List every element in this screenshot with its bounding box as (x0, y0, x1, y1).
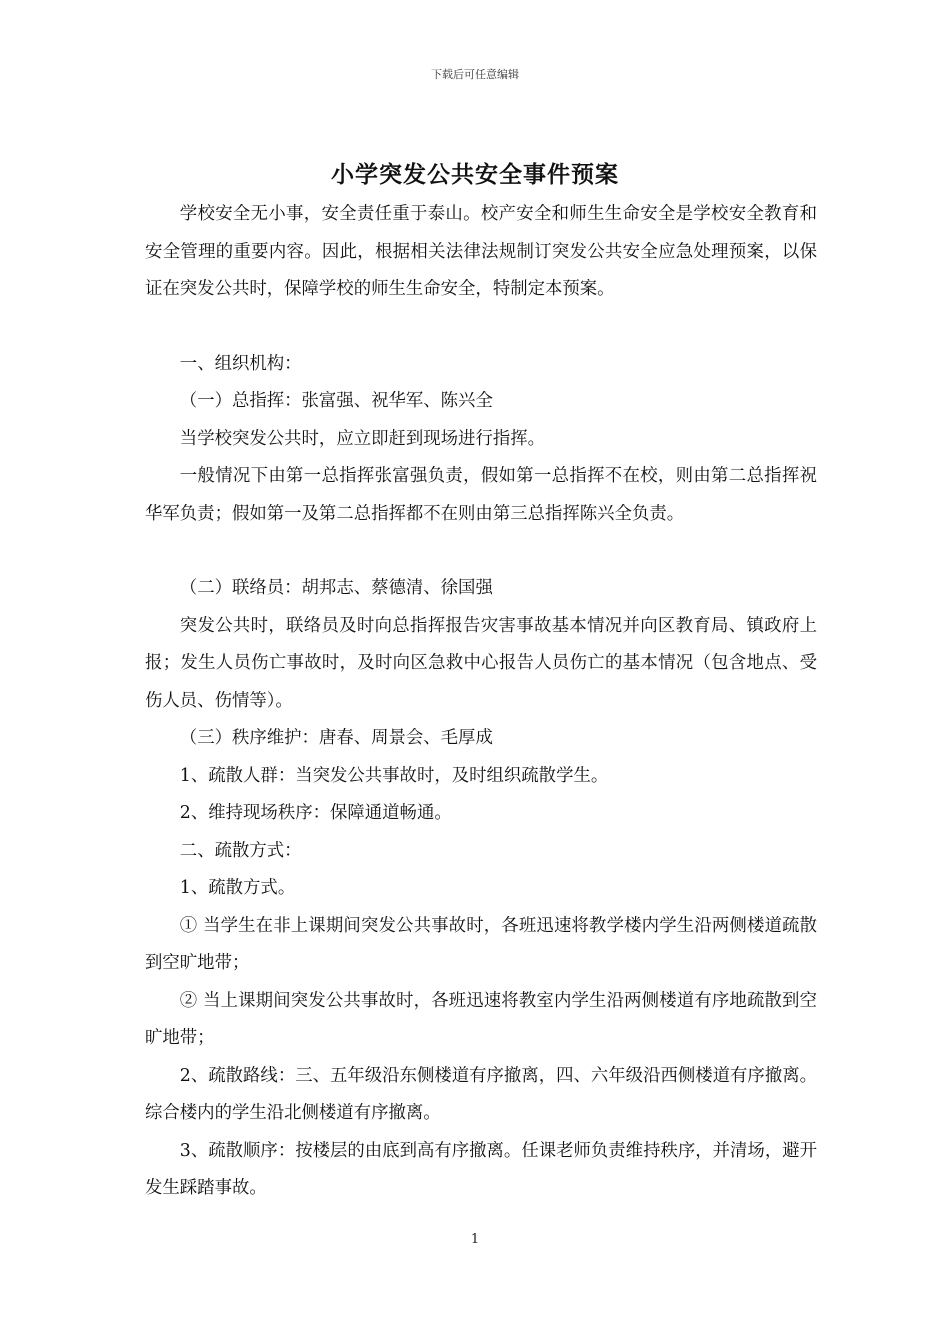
spacer (145, 309, 817, 346)
page-header-note: 下载后可任意编辑 (431, 68, 519, 81)
document-title: 小学突发公共安全事件预案 (331, 161, 619, 188)
document-body (145, 196, 817, 1208)
intro-paragraph: 学校安全无小事，安全责任重于泰山。校产安全和师生生命安全是学校安全教育和安全管理的重要内容。因此，根据相关法律法规制订突发公共安全应急处理预案，以保证在突发公共时，保障学校的师生生命安全，特制定本预案。 (145, 204, 817, 299)
paragraph-commander-duty: 当学校突发公共时，应立即赶到现场进行指挥。 (179, 428, 546, 449)
list-item-non-class-time: ① 当学生在非上课期间突发公共事故时，各班迅速将教学楼内学生沿两侧楼道疏散到空旷地带； (145, 915, 817, 973)
spacer (145, 533, 817, 570)
paragraph-liaison-duty: 突发公共时，联络员及时向总指挥报告灾害事故基本情况并向区教育局、镇政府上报；发生人员伤亡事故时，及时向区急救中心报告人员伤亡的基本情况（包含地点、受伤人员、伤情等）。 (145, 615, 817, 711)
subsection-order-maintenance: （三）秩序维护：唐春、周景会、毛厚成 (179, 728, 493, 748)
page-number: 1 (470, 1232, 480, 1247)
list-item-evacuation-order: 3、疏散顺序：按楼层的由底到高有序撤离。任课老师负责维持秩序，并清场，避开发生踩踏事故。 (145, 1140, 817, 1198)
list-item-evacuation-route: 2、疏散路线：三、五年级沿东侧楼道有序撤离，四、六年级沿西侧楼道有序撤离。综合楼内的学生沿北侧楼道有序撤离。 (145, 1065, 817, 1123)
list-item-maintain-order: 2、维持现场秩序：保障通道畅通。 (179, 803, 452, 823)
list-item-class-time: ② 当上课期间突发公共事故时，各班迅速将教室内学生沿两侧楼道有序地疏散到空旷地带； (145, 990, 817, 1048)
paragraph-commander-order: 一般情况下由第一总指挥张富强负责，假如第一总指挥不在校，则由第二总指挥祝华军负责；假如第一及第二总指挥都不在则由第三总指挥陈兴全负责。 (145, 466, 817, 524)
list-item-evacuate-crowd: 1、疏散人群：当突发公共事故时，及时组织疏散学生。 (179, 765, 609, 786)
list-item-evacuation-method: 1、疏散方式。 (179, 878, 296, 898)
section-heading-evacuation: 二、疏散方式： (179, 840, 302, 861)
subsection-commander: （一）总指挥：张富强、祝华军、陈兴全 (179, 391, 493, 411)
subsection-liaison: （二）联络员：胡邦志、蔡德清、徐国强 (179, 578, 493, 598)
section-heading-organization: 一、组织机构： (179, 353, 302, 374)
